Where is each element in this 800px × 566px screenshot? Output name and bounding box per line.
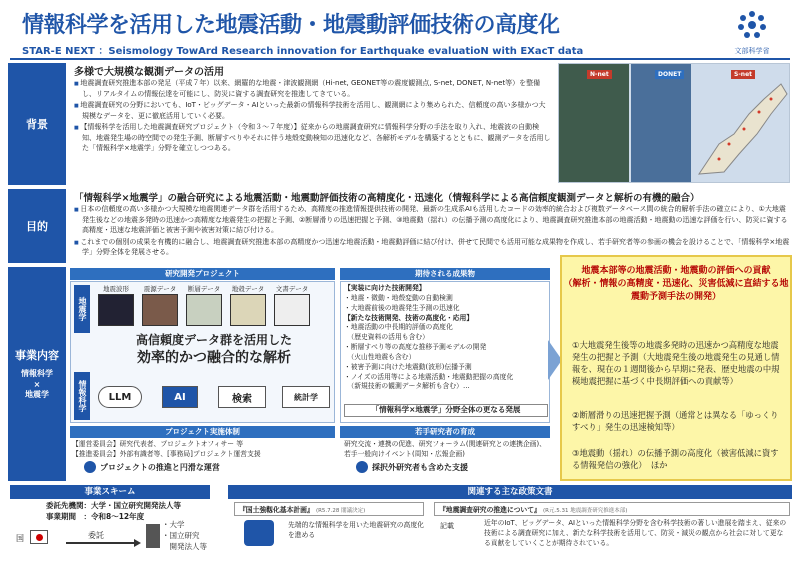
waveform-thumbnail [98, 294, 134, 326]
contribution-item: ③地震動（揺れ）の伝播予測の高度化（被害低減に資する情報発信の強化） ほか [572, 448, 779, 471]
policy-doc2 [434, 502, 790, 516]
observation-network-map [558, 63, 790, 183]
purpose-heading: 「情報科学×地震学」の融合研究による地震活動・地震動評価技術の高精度化・迅速化（情報科学による高信頼度観測データと解析の有機的融合） [74, 193, 700, 204]
policy-header: 関連する主な政策文書 [228, 485, 792, 499]
scheme-header: 事業スキーム [10, 485, 210, 499]
japan-flag-icon [30, 530, 48, 544]
results-item: 【新たな技術開発、技術の高度化・応用】 [344, 313, 474, 322]
researcher-icon [356, 461, 368, 473]
policy-doc2-text: 近年のIoT、ビッグデータ、AIといった情報科学分野を含む科学技術の著しい進展を踏まえ、従来の技術による調査研究に加え、新たな科学技術を活用して、防災・減災の観点から社会に対して更なる貢献をしていくことが期待されている。 [484, 519, 787, 547]
thumb-label: 断層データ [187, 285, 221, 293]
ai-tool: AI [162, 386, 198, 408]
purpose-bullets [74, 204, 790, 259]
logo-mark-icon [735, 8, 769, 42]
purpose-bullet: ■ これまでの個別の成果を有機的に融合し、地震調査研究推進本部の高精度かつ迅速な地震活動・地震動評価に結び付け、併せて民間でも活用可能な成果物を作成し、若手研究者等の参画の機会を設けることで、「情報科学×地震学」分野全体を発展させる。 [74, 237, 790, 258]
scheme-commission: 委託 [88, 531, 104, 540]
header-divider [10, 58, 790, 60]
implementation-header: プロジェクト実施体制 [70, 426, 335, 438]
analysis-line1: 高信頼度データ群を活用した [135, 333, 292, 347]
page-subtitle: STAR-E NEXT ：Seismology TowArd Research innovation for Earthquake evaluatioN with EXacT data [22, 46, 584, 57]
results-item: ・地震・微動・地殻変動の自動検測 [344, 293, 453, 302]
results-item: （火山性地震も含む） [344, 352, 416, 361]
results-item: （歴史資料の活用も含む） [344, 333, 429, 342]
people-icon [84, 461, 96, 473]
analysis-line2: 効率的かつ融合的な解析 [137, 350, 291, 366]
background-bullet: ■ 地震調査研究推進本部の発足（平成７年）以来、網羅的な地震・津波観測網（Hi-net, GEONET等の震度観測点, S-net, DONET, N-net等）を整備し、リアルタイムの情報伝達を可能にし、防災に資する調査研究を推進してきている。 [74, 78, 552, 99]
results-item: 【実装に向けた技術開発】 [344, 284, 426, 292]
background-label-text: 背景 [26, 118, 48, 131]
policy-doc1-title: 『国土強靱化基本計画』 [239, 506, 314, 514]
results-list [344, 284, 548, 392]
results-item: ・地震活動の中長期的評価の高度化 [344, 323, 453, 332]
young-header: 若手研究者の育成 [340, 426, 550, 438]
building-icon [146, 524, 160, 548]
policy-doc2-mark: 記載 [440, 522, 454, 530]
thumb-label: 地震波形 [103, 285, 129, 293]
results-header: 期待される成果物 [340, 268, 550, 280]
ministry-logo [722, 8, 782, 56]
contribution-item: ①大地震発生後等の地震多発時の迅速かつ高精度な地震発生の把握と予測（大地震発生後の地震発生の見通し情報を、現在の１週間後から早期に発表、歴史地震の中規模地震把握に基づく中長期評価への貢献等） [572, 340, 780, 387]
background-bullet: ■ 【情報科学を活用した地震調査研究プロジェクト（令和３～７年度）】従来からの地震調査研究に情報科学分野の手法を取り入れ、地震波の自動検知、地震発生場の時空間での発生予測、断層すべりやそれに伴う地殻変動検知の迅速化など、各解析モデルを構築するとともに、観測データを活用した「情報科学×地震学」分野を確立しつつある。 [74, 122, 552, 154]
section-label-purpose [8, 189, 66, 263]
contribution-heading: 地震本部等の地震活動・地震動の評価への貢献 （解析・情報の高精度・迅速化、災害低減に直結する地震動予測手法の開発） [563, 266, 789, 303]
content-sublabel: 情報科学 × 地震学 [21, 369, 53, 400]
net-tag-nnet: N-net [587, 70, 612, 79]
document-thumbnail [274, 294, 310, 326]
policy-doc1-text: 先端的な情報科学を用いた地震研究の高度化を進める [288, 521, 424, 539]
statistics-tool: 統計学 [282, 386, 330, 408]
section-label-background [8, 63, 66, 185]
net-tag-donet: DONET [655, 70, 684, 79]
policy-doc2-title: 『地震調査研究の推進について』 [439, 506, 541, 514]
thumb-label: 文書データ [275, 285, 309, 293]
page-title: 情報科学を活用した地震活動・地震動評価技術の高度化 [22, 13, 560, 38]
search-tool: 検索 [218, 386, 266, 408]
thumb-label: 震源データ [143, 285, 177, 293]
scheme-line1: 委託先機関：大学・国立研究開発法人等 [46, 501, 181, 510]
implementation-tag: プロジェクトの推進と円滑な運営 [100, 463, 220, 472]
results-item: （新規技術の観測データ解析も含む）… [344, 382, 470, 391]
implementation-item: 【推進委員会】外部有識者等、[事務局]プロジェクト運営支援 [72, 449, 261, 458]
policy-doc1-note: (R5.7.28 閣議決定) [315, 508, 366, 514]
purpose-label-text: 目的 [26, 220, 48, 233]
results-banner: 「情報科学×地震学」分野全体の更なる発展 [344, 404, 548, 417]
project-header: 研究開発プロジェクト [70, 268, 335, 280]
scheme-country: 国 [16, 534, 24, 543]
background-bullet: ■ 地震調査研究の分野においても、IoT・ビッグデータ・AIといった最新の情報科学技術を活用し、観測網により集められた、信頼度の高い多様かつ大規模なデータを、更に徹底活用していく必要。 [74, 100, 552, 121]
implementation-list [72, 440, 337, 460]
category-info-science: 情報科学 [74, 372, 90, 420]
section-label-content [8, 267, 66, 481]
hypocenter-thumbnail [142, 294, 178, 326]
contribution-box [560, 255, 792, 481]
llm-tool: LLM [98, 386, 142, 408]
fault-thumbnail [186, 294, 222, 326]
scheme-recipients: ・大学 ・国立研究 開発法人等 [162, 520, 207, 551]
contribution-item: ②断層滑りの迅速把握予測（通常とは異なる「ゆっくりすべり」発生の迅速検知等） [572, 410, 779, 433]
category-seismology: 地震学 [74, 285, 90, 333]
logo-text: 文部科学省 [734, 47, 770, 55]
thumb-label: 地殻データ [231, 285, 265, 293]
young-tag: 採択外研究者も含めた支援 [372, 463, 468, 472]
results-item: ・被害予測に向けた地震動(波形)伝播予測 [344, 362, 472, 371]
cabinet-building-icon [244, 520, 274, 546]
policy-doc2-note: (R元.5.31 地震調査研究推進本部) [543, 508, 628, 514]
implementation-item: 【運営委員会】研究代表者、プロジェクトオフィサー 等 [72, 440, 243, 448]
young-text: 研究交流・連携の促進、研究フォーラム(関連研究との連携企画)、若手一般向けイベント(周知・広報企画) [344, 440, 547, 458]
commission-arrow [66, 542, 134, 544]
net-tag-snet: S-net [731, 70, 755, 79]
japan-map-icon [559, 64, 790, 183]
arrow-head-icon [134, 539, 141, 547]
content-label-text: 事業内容 [15, 349, 59, 363]
results-item: ・ノイズの活用等による地震活動・地震動把握の高度化 [344, 372, 514, 381]
background-bullets [74, 78, 552, 155]
scheme-line2: 事業期間 ：令和8～12年度 [46, 512, 145, 521]
results-item: ・断層すべり等の高度な推移予測モデルの開発 [344, 343, 487, 352]
results-item: ・大地震前後の地震発生予測の迅速化 [344, 303, 460, 312]
background-heading: 多様で大規模な観測データの活用 [74, 67, 224, 78]
policy-doc1 [234, 502, 424, 516]
crust-thumbnail [230, 294, 266, 326]
purpose-bullet: ■ 日本の信頼度の高い多様かつ大規模な地震関連データ群を活用するため、高精度の推進情報提供技術の開発、最新の生成系AIも活用したコードの効率的統合および複数データベース間の統合的解析手法の確立により、①大地震発生後などの地震多発時の迅速かつ高精度な地震発生の把握と予測、②断層滑りの迅速把握と予測、③地震動（揺れ）の伝播予測の高度化により、地震調査研究推進本部の地震活動・地震動の迅速な評価を行い、防災に資する高精度・迅速な地震評価と被害予測や被害対策に結び付ける。 [74, 204, 790, 236]
